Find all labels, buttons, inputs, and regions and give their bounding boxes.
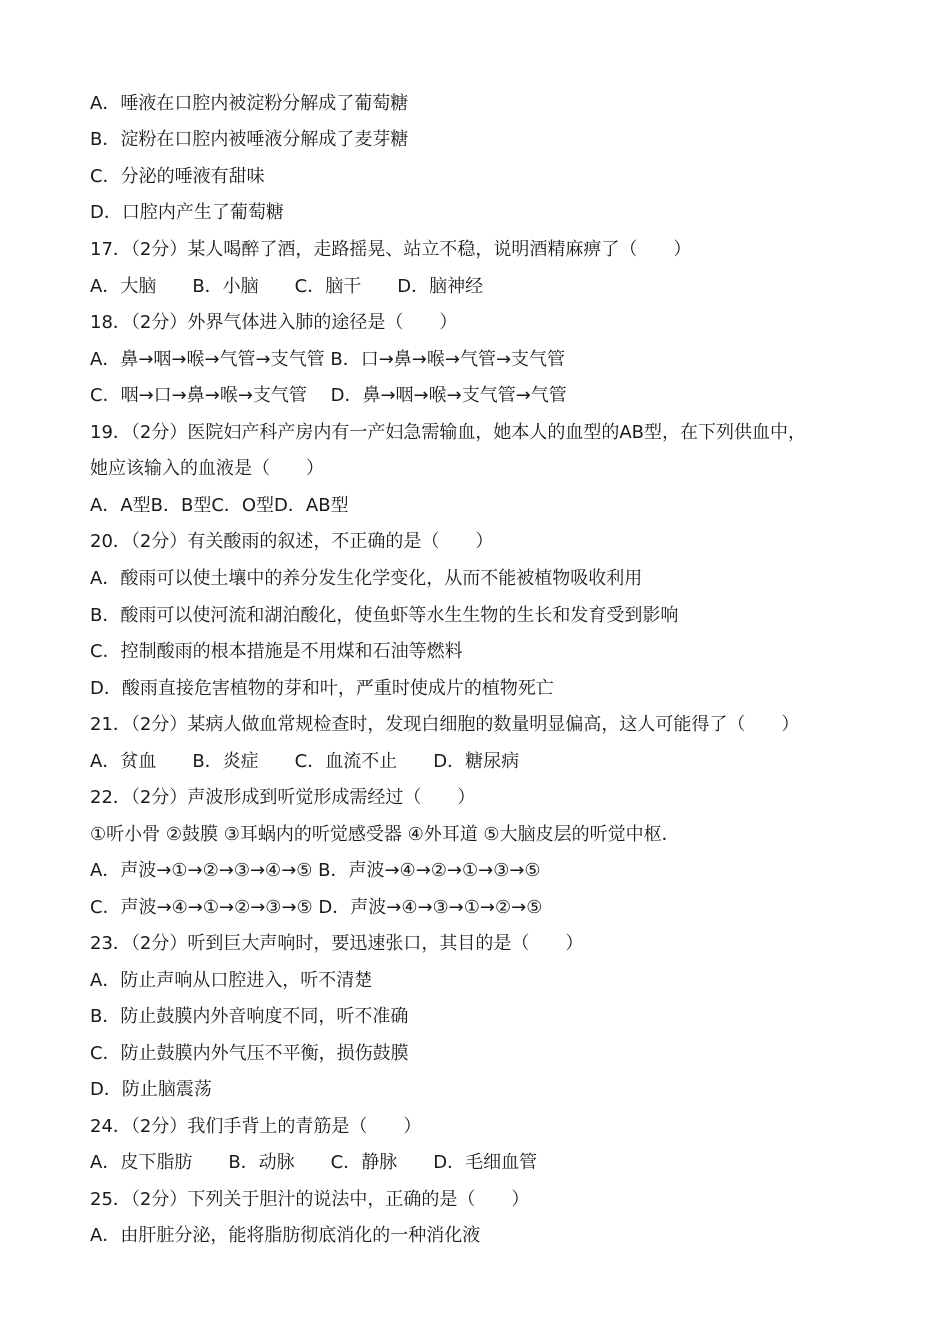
question-20: 20．（2分）有关酸雨的叙述，不正确的是（ ） bbox=[90, 531, 494, 552]
option-line: A．皮下脂肪 B．动脉 C．静脉 D．毛细血管 bbox=[90, 1152, 538, 1173]
option-line: B．酸雨可以使河流和湖泊酸化，使鱼虾等水生生物的生长和发育受到影响 bbox=[90, 605, 679, 626]
option-line: D．口腔内产生了葡萄糖 bbox=[90, 202, 284, 223]
question-17: 17．（2分）某人喝醉了酒，走路摇晃、站立不稳，说明酒精麻痹了（ ） bbox=[90, 239, 692, 260]
option-line: A．防止声响从口腔进入，听不清楚 bbox=[90, 970, 373, 991]
option-line: C．分泌的唾液有甜味 bbox=[90, 166, 265, 187]
option-line: A．酸雨可以使土壤中的养分发生化学变化，从而不能被植物吸收利用 bbox=[90, 568, 643, 589]
question-19-continued: 她应该输入的血液是（ ） bbox=[90, 458, 324, 479]
option-line: D．酸雨直接危害植物的芽和叶，严重时使成片的植物死亡 bbox=[90, 678, 554, 699]
question-23: 23．（2分）听到巨大声响时，要迅速张口，其目的是（ ） bbox=[90, 933, 584, 954]
option-line: C．控制酸雨的根本措施是不用煤和石油等燃料 bbox=[90, 641, 463, 662]
question-22: 22．（2分）声波形成到听觉形成需经过（ ） bbox=[90, 787, 476, 808]
option-line: B．防止鼓膜内外音响度不同，听不准确 bbox=[90, 1006, 409, 1027]
option-line: D．防止脑震荡 bbox=[90, 1079, 212, 1100]
option-line: A．贫血 B．炎症 C．血流不止 D．糖尿病 bbox=[90, 751, 520, 772]
question-19: 19．（2分）医院妇产科产房内有一产妇急需输血，她本人的血型的AB型，在下列供血中， bbox=[90, 422, 807, 443]
option-line: A．由肝脏分泌，能将脂肪彻底消化的一种消化液 bbox=[90, 1225, 481, 1246]
option-line: A．A型B．B型C．O型D．AB型 bbox=[90, 495, 349, 516]
option-line: C．咽→口→鼻→喉→支气管 D．鼻→咽→喉→支气管→气管 bbox=[90, 385, 567, 406]
option-line: A．鼻→咽→喉→气管→支气管 B．口→鼻→喉→气管→支气管 bbox=[90, 349, 566, 370]
option-line: C．声波→④→①→②→③→⑤ D．声波→④→③→①→②→⑤ bbox=[90, 897, 543, 918]
option-line: B．淀粉在口腔内被唾液分解成了麦芽糖 bbox=[90, 129, 409, 150]
option-line: A．唾液在口腔内被淀粉分解成了葡萄糖 bbox=[90, 93, 409, 114]
question-25: 25．（2分）下列关于胆汁的说法中，正确的是（ ） bbox=[90, 1189, 530, 1210]
option-line: A．大脑 B．小脑 C．脑干 D．脑神经 bbox=[90, 276, 484, 297]
option-line: A．声波→①→②→③→④→⑤ B．声波→④→②→①→③→⑤ bbox=[90, 860, 541, 881]
option-line: C．防止鼓膜内外气压不平衡，损伤鼓膜 bbox=[90, 1043, 409, 1064]
question-18: 18．（2分）外界气体进入肺的途径是（ ） bbox=[90, 312, 458, 333]
question-24: 24．（2分）我们手背上的青筋是（ ） bbox=[90, 1116, 422, 1137]
question-21: 21．（2分）某病人做血常规检查时，发现白细胞的数量明显偏高，这人可能得了（ ） bbox=[90, 714, 800, 735]
question-22-items: ①听小骨 ②鼓膜 ③耳蜗内的听觉感受器 ④外耳道 ⑤大脑皮层的听觉中枢． bbox=[90, 824, 680, 845]
